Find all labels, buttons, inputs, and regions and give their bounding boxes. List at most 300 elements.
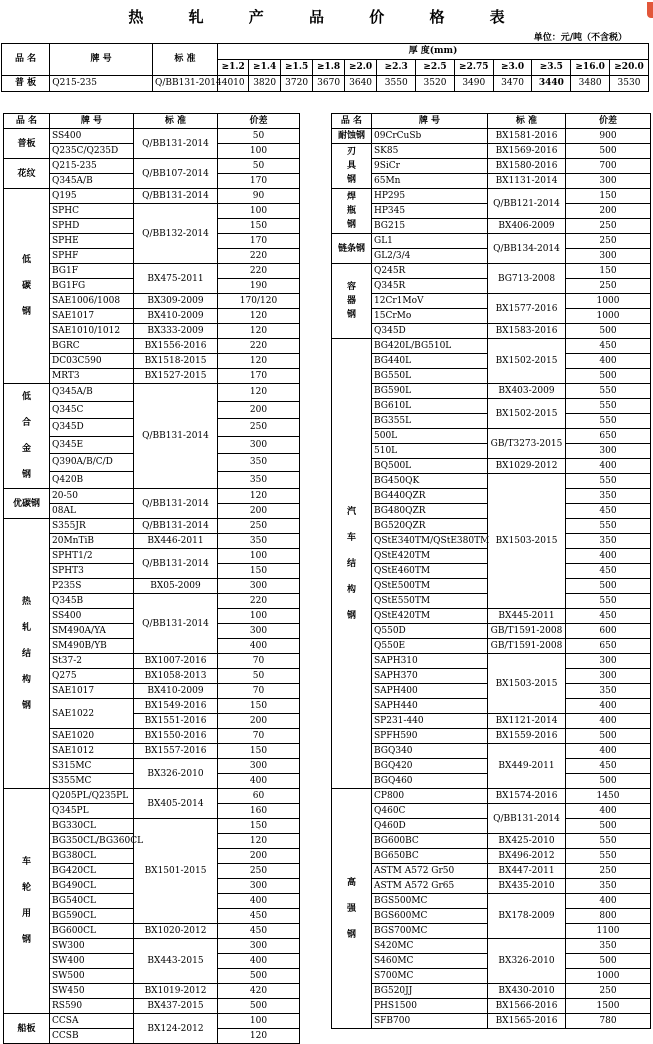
category-cell: 链条钢 — [332, 234, 372, 264]
top-header-std: 标 准 — [152, 44, 217, 76]
price-diff-cell: 300 — [566, 654, 651, 669]
category-cell: 耐蚀钢 — [332, 129, 372, 144]
grade-cell: GL1 — [372, 234, 488, 249]
category-cell — [4, 789, 50, 1014]
grade-cell: BG650BC — [372, 849, 488, 864]
standard-cell: Q/BB131-2014 — [134, 384, 218, 489]
standard-cell: BX1007-2016 — [134, 654, 218, 669]
category-label: 低碳钢 — [21, 255, 31, 317]
standard-cell: Q/BB134-2014 — [488, 234, 566, 264]
price-diff-cell: 150 — [218, 819, 300, 834]
price-diff-cell: 400 — [566, 699, 651, 714]
grade-cell: BG1FG — [50, 279, 134, 294]
grade-cell: CCSA — [50, 1014, 134, 1029]
price-diff-cell: 220 — [218, 339, 300, 354]
standard-cell: BX1565-2016 — [488, 1014, 566, 1029]
standard-cell: BX326-2010 — [488, 939, 566, 984]
base-price-cell: 3440 — [532, 76, 571, 92]
page-title: 热 轧 产 品 价 格 表 — [128, 8, 525, 26]
standard-cell: Q/BB131-2014 — [134, 594, 218, 654]
standard-cell: BX1503-2015 — [488, 654, 566, 714]
price-diff-cell: 550 — [566, 834, 651, 849]
grade-cell: 65Mn — [372, 174, 488, 189]
grade-cell: BG350CL/BG360CL — [50, 834, 134, 849]
grade-cell: BG420CL — [50, 864, 134, 879]
price-diff-cell: 300 — [218, 624, 300, 639]
grade-cell: Q345PL — [50, 804, 134, 819]
price-diff-cell: 400 — [218, 774, 300, 789]
grade-cell: S420MC — [372, 939, 488, 954]
price-diff-cell: 100 — [218, 609, 300, 624]
price-diff-cell: 100 — [218, 1014, 300, 1029]
price-diff-cell: 150 — [218, 699, 300, 714]
grade-cell: BG600CL — [50, 924, 134, 939]
grade-cell: Q345A/B — [50, 174, 134, 189]
price-diff-cell: 450 — [218, 909, 300, 924]
price-diff-cell: 120 — [218, 489, 300, 504]
grade-cell: SAPH370 — [372, 669, 488, 684]
category-cell — [332, 789, 372, 1029]
price-diff-cell: 300 — [566, 249, 651, 264]
price-diff-cell: 500 — [218, 969, 300, 984]
list-header: 品 名 — [4, 114, 50, 129]
price-diff-cell: 100 — [218, 144, 300, 159]
standard-cell: BX425-2010 — [488, 834, 566, 849]
price-diff-cell: 300 — [218, 436, 300, 454]
price-diff-cell: 550 — [566, 414, 651, 429]
price-diff-cell: 60 — [218, 789, 300, 804]
price-diff-cell: 250 — [566, 234, 651, 249]
grade-cell: Q420B — [50, 471, 134, 489]
standard-cell: GB/T1591-2008 — [488, 624, 566, 639]
standard-cell: Q/BB131-2014 — [134, 549, 218, 579]
grade-cell: SW450 — [50, 984, 134, 999]
price-diff-cell: 400 — [218, 954, 300, 969]
standard-cell: BX1131-2014 — [488, 174, 566, 189]
base-price-cell: 3720 — [280, 76, 313, 92]
price-diff-cell: 600 — [566, 624, 651, 639]
base-price-table — [1, 43, 649, 92]
base-price-cell: 3520 — [416, 76, 455, 92]
price-diff-cell: 200 — [218, 401, 300, 419]
price-diff-cell: 500 — [566, 729, 651, 744]
grade-cell: SPHF — [50, 249, 134, 264]
grade-cell: SP231-440 — [372, 714, 488, 729]
thickness-col: ≥20.0 — [610, 60, 649, 76]
price-diff-cell: 1000 — [566, 309, 651, 324]
grade-cell: Q345D — [372, 324, 488, 339]
standard-cell: BX1518-2015 — [134, 354, 218, 369]
price-diff-cell: 350 — [566, 879, 651, 894]
right-price-table — [331, 113, 651, 1029]
grade-cell: PHS1500 — [372, 999, 488, 1014]
price-diff-cell: 300 — [218, 759, 300, 774]
category-label: 车轮用钢 — [21, 857, 31, 945]
category-label: 刃具钢 — [346, 147, 356, 185]
standard-cell: BX1581-2016 — [488, 129, 566, 144]
price-diff-cell: 800 — [566, 909, 651, 924]
grade-cell: SAPH310 — [372, 654, 488, 669]
base-price-cell: 3820 — [249, 76, 280, 92]
price-diff-cell: 100 — [218, 549, 300, 564]
grade-cell: BG600BC — [372, 834, 488, 849]
price-diff-cell: 400 — [566, 714, 651, 729]
price-diff-cell: 300 — [566, 444, 651, 459]
standard-cell: Q/BB131-2014 — [488, 804, 566, 834]
grade-cell: QStE460TM — [372, 564, 488, 579]
price-diff-cell: 120 — [218, 384, 300, 402]
grade-cell: BGS600MC — [372, 909, 488, 924]
standard-cell: Q/BB131-2014 — [134, 519, 218, 534]
standard-cell: BX475-2011 — [134, 264, 218, 294]
standard-cell: GB/T3273-2015 — [488, 429, 566, 459]
grade-cell: BG610L — [372, 399, 488, 414]
category-cell — [4, 384, 50, 489]
grade-cell: 20-50 — [50, 489, 134, 504]
price-diff-cell: 500 — [566, 819, 651, 834]
price-diff-cell: 200 — [218, 714, 300, 729]
price-diff-cell: 400 — [566, 894, 651, 909]
price-diff-cell: 420 — [218, 984, 300, 999]
thickness-col: ≥3.0 — [493, 60, 532, 76]
grade-cell: BGRC — [50, 339, 134, 354]
price-diff-cell: 250 — [218, 519, 300, 534]
standard-cell: BG713-2008 — [488, 264, 566, 294]
grade-cell: BG330CL — [50, 819, 134, 834]
top-row-std: Q/BB131-2014 — [152, 76, 217, 92]
unit-label: 单位：元/吨（不含税） — [533, 33, 627, 43]
grade-cell: SAE1010/1012 — [50, 324, 134, 339]
standard-cell: BX1121-2014 — [488, 714, 566, 729]
standard-cell: BX446-2011 — [134, 534, 218, 549]
category-cell — [4, 189, 50, 384]
standard-cell: BX1556-2016 — [134, 339, 218, 354]
thickness-col: ≥1.5 — [280, 60, 313, 76]
category-cell: 优碳钢 — [4, 489, 50, 519]
price-diff-cell: 120 — [218, 309, 300, 324]
category-cell — [4, 519, 50, 789]
price-diff-cell: 50 — [218, 159, 300, 174]
category-cell — [332, 144, 372, 189]
thickness-col: ≥2.5 — [416, 60, 455, 76]
price-diff-cell: 170 — [218, 234, 300, 249]
price-diff-cell: 300 — [218, 579, 300, 594]
standard-cell: BX447-2011 — [488, 864, 566, 879]
grade-cell: BG440L — [372, 354, 488, 369]
price-diff-cell: 400 — [566, 744, 651, 759]
grade-cell: SPHD — [50, 219, 134, 234]
standard-cell: BX443-2015 — [134, 939, 218, 984]
category-label: 容器钢 — [346, 282, 356, 320]
top-row-grade: Q215-235 — [50, 76, 153, 92]
standard-cell: BX496-2012 — [488, 849, 566, 864]
standard-cell: BX406-2009 — [488, 219, 566, 234]
grade-cell: HP295 — [372, 189, 488, 204]
grade-cell: SW300 — [50, 939, 134, 954]
grade-cell: Q275 — [50, 669, 134, 684]
price-diff-cell: 500 — [218, 999, 300, 1014]
grade-cell: SAE1022 — [50, 699, 134, 729]
price-diff-cell: 650 — [566, 429, 651, 444]
price-diff-cell: 100 — [218, 204, 300, 219]
standard-cell: BX1569-2016 — [488, 144, 566, 159]
grade-cell: BG520JJ — [372, 984, 488, 999]
list-header: 标 准 — [134, 114, 218, 129]
price-diff-cell: 170 — [218, 174, 300, 189]
price-diff-cell: 220 — [218, 249, 300, 264]
grade-cell: RS590 — [50, 999, 134, 1014]
grade-cell: SPHE — [50, 234, 134, 249]
category-cell — [332, 189, 372, 234]
grade-cell: BG380CL — [50, 849, 134, 864]
price-diff-cell: 120 — [218, 354, 300, 369]
top-header-grade: 牌 号 — [50, 44, 153, 76]
standard-cell: BX1557-2016 — [134, 744, 218, 759]
grade-cell: P235S — [50, 579, 134, 594]
category-cell — [332, 264, 372, 339]
grade-cell: GL2/3/4 — [372, 249, 488, 264]
list-header: 标 准 — [488, 114, 566, 129]
grade-cell: SAE1017 — [50, 684, 134, 699]
base-price-cell: 3470 — [493, 76, 532, 92]
grade-cell: MRT3 — [50, 369, 134, 384]
base-price-cell: 3670 — [313, 76, 344, 92]
price-diff-cell: 200 — [566, 204, 651, 219]
price-diff-cell: 190 — [218, 279, 300, 294]
standard-cell: BX1058-2013 — [134, 669, 218, 684]
grade-cell: St37-2 — [50, 654, 134, 669]
grade-cell: BG480QZR — [372, 504, 488, 519]
price-diff-cell: 450 — [566, 339, 651, 354]
price-diff-cell: 500 — [566, 369, 651, 384]
category-cell — [332, 339, 372, 789]
standard-cell: BX05-2009 — [134, 579, 218, 594]
price-diff-cell: 450 — [566, 564, 651, 579]
grade-cell: S460MC — [372, 954, 488, 969]
base-price-cell: 3530 — [610, 76, 649, 92]
grade-cell: DC03C590 — [50, 354, 134, 369]
thickness-col: ≥2.0 — [344, 60, 377, 76]
price-diff-cell: 450 — [566, 609, 651, 624]
category-label: 高强钢 — [346, 877, 356, 940]
grade-cell: BGQ340 — [372, 744, 488, 759]
standard-cell: BX1577-2016 — [488, 294, 566, 324]
grade-cell: BG540CL — [50, 894, 134, 909]
price-diff-cell: 500 — [566, 579, 651, 594]
base-price-cell: 3640 — [344, 76, 377, 92]
category-cell: 船板 — [4, 1014, 50, 1044]
category-cell: 普板 — [4, 129, 50, 159]
base-price-cell: 3480 — [571, 76, 610, 92]
price-diff-cell: 400 — [566, 459, 651, 474]
price-diff-cell: 120 — [218, 834, 300, 849]
list-header: 价差 — [566, 114, 651, 129]
price-diff-cell: 350 — [566, 489, 651, 504]
price-diff-cell: 350 — [218, 534, 300, 549]
thickness-col: ≥1.8 — [313, 60, 344, 76]
grade-cell: Q345R — [372, 279, 488, 294]
grade-cell: BG490CL — [50, 879, 134, 894]
price-diff-cell: 400 — [218, 639, 300, 654]
grade-cell: S315MC — [50, 759, 134, 774]
thickness-header: 厚 度(mm) — [217, 44, 648, 60]
price-diff-cell: 900 — [566, 129, 651, 144]
standard-cell: BX178-2009 — [488, 894, 566, 939]
grade-cell: SAE1006/1008 — [50, 294, 134, 309]
thickness-col: ≥3.5 — [532, 60, 571, 76]
grade-cell: Q345A/B — [50, 384, 134, 402]
grade-cell: QStE420TM — [372, 609, 488, 624]
price-diff-cell: 400 — [566, 804, 651, 819]
price-diff-cell: 150 — [218, 564, 300, 579]
price-diff-cell: 120 — [218, 324, 300, 339]
standard-cell: BX333-2009 — [134, 324, 218, 339]
grade-cell: SPHT3 — [50, 564, 134, 579]
grade-cell: BQ500L — [372, 459, 488, 474]
price-diff-cell: 150 — [218, 219, 300, 234]
grade-cell: SS400 — [50, 129, 134, 144]
price-diff-cell: 650 — [566, 639, 651, 654]
standard-cell: BX1020-2012 — [134, 924, 218, 939]
price-diff-cell: 550 — [566, 399, 651, 414]
price-diff-cell: 250 — [566, 219, 651, 234]
grade-cell: QStE420TM — [372, 549, 488, 564]
standard-cell: BX445-2011 — [488, 609, 566, 624]
category-label: 汽车结构钢 — [346, 506, 356, 621]
standard-cell: BX1549-2016 — [134, 699, 218, 714]
standard-cell: BX1029-2012 — [488, 459, 566, 474]
grade-cell: SPHC — [50, 204, 134, 219]
standard-cell: BX309-2009 — [134, 294, 218, 309]
grade-cell: QStE550TM — [372, 594, 488, 609]
grade-cell: SAPH440 — [372, 699, 488, 714]
price-diff-cell: 350 — [218, 454, 300, 472]
grade-cell: SW500 — [50, 969, 134, 984]
price-diff-cell: 550 — [566, 384, 651, 399]
grade-cell: 20MnTiB — [50, 534, 134, 549]
price-diff-cell: 500 — [566, 144, 651, 159]
standard-cell: Q/BB131-2014 — [134, 189, 218, 204]
price-diff-cell: 200 — [218, 849, 300, 864]
price-diff-cell: 200 — [218, 504, 300, 519]
grade-cell: BGQ460 — [372, 774, 488, 789]
grade-cell: SFB700 — [372, 1014, 488, 1029]
price-diff-cell: 1000 — [566, 969, 651, 984]
grade-cell: QStE340TM/QStE380TM — [372, 534, 488, 549]
price-diff-cell: 550 — [566, 594, 651, 609]
grade-cell: Q205PL/Q235PL — [50, 789, 134, 804]
base-price-cell: 3550 — [377, 76, 416, 92]
standard-cell: BX1502-2015 — [488, 339, 566, 384]
price-diff-cell: 50 — [218, 129, 300, 144]
price-diff-cell: 250 — [218, 864, 300, 879]
category-cell: 花纹 — [4, 159, 50, 189]
price-diff-cell: 1000 — [566, 294, 651, 309]
price-diff-cell: 150 — [566, 189, 651, 204]
list-header: 价差 — [218, 114, 300, 129]
grade-cell: 08AL — [50, 504, 134, 519]
grade-cell: BG420L/BG510L — [372, 339, 488, 354]
grade-cell: Q345D — [50, 419, 134, 437]
list-header: 品 名 — [332, 114, 372, 129]
thickness-col: ≥2.75 — [454, 60, 493, 76]
grade-cell: BG550L — [372, 369, 488, 384]
grade-cell: Q195 — [50, 189, 134, 204]
standard-cell: BX405-2014 — [134, 789, 218, 819]
grade-cell: Q345B — [50, 594, 134, 609]
base-price-cell: 3490 — [454, 76, 493, 92]
grade-cell: QStE500TM — [372, 579, 488, 594]
grade-cell: SAPH400 — [372, 684, 488, 699]
grade-cell: Q345E — [50, 436, 134, 454]
price-diff-cell: 550 — [566, 474, 651, 489]
price-diff-cell: 150 — [566, 264, 651, 279]
price-diff-cell: 120 — [218, 1029, 300, 1044]
price-diff-cell: 700 — [566, 159, 651, 174]
grade-cell: CP800 — [372, 789, 488, 804]
price-diff-cell: 70 — [218, 729, 300, 744]
standard-cell: BX124-2012 — [134, 1014, 218, 1044]
grade-cell: Q390A/B/C/D — [50, 454, 134, 472]
standard-cell: BX326-2010 — [134, 759, 218, 789]
grade-cell: 12Cr1MoV — [372, 294, 488, 309]
price-diff-cell: 220 — [218, 264, 300, 279]
grade-cell: 09CrCuSb — [372, 129, 488, 144]
standard-cell: BX1574-2016 — [488, 789, 566, 804]
grade-cell: 15CrMo — [372, 309, 488, 324]
price-diff-cell: 300 — [566, 669, 651, 684]
grade-cell: BG450QK — [372, 474, 488, 489]
grade-cell: BGS700MC — [372, 924, 488, 939]
thickness-col: ≥1.4 — [249, 60, 280, 76]
grade-cell: Q245R — [372, 264, 488, 279]
price-diff-cell: 70 — [218, 654, 300, 669]
standard-cell: BX1559-2016 — [488, 729, 566, 744]
standard-cell: Q/BB131-2014 — [134, 489, 218, 519]
price-diff-cell: 550 — [566, 519, 651, 534]
grade-cell: SW400 — [50, 954, 134, 969]
grade-cell: HP345 — [372, 204, 488, 219]
price-diff-cell: 300 — [566, 174, 651, 189]
standard-cell: BX1580-2016 — [488, 159, 566, 174]
grade-cell: Q550E — [372, 639, 488, 654]
price-diff-cell: 50 — [218, 669, 300, 684]
grade-cell: BG355L — [372, 414, 488, 429]
grade-cell: BG215 — [372, 219, 488, 234]
price-diff-cell: 70 — [218, 684, 300, 699]
list-header: 牌 号 — [372, 114, 488, 129]
standard-cell: BX437-2015 — [134, 999, 218, 1014]
grade-cell: ASTM A572 Gr65 — [372, 879, 488, 894]
standard-cell: Q/BB131-2014 — [134, 129, 218, 159]
price-diff-cell: 90 — [218, 189, 300, 204]
standard-cell: Q/BB132-2014 — [134, 204, 218, 264]
standard-cell: Q/BB121-2014 — [488, 189, 566, 219]
grade-cell: Q460D — [372, 819, 488, 834]
category-label: 低合金钢 — [21, 392, 31, 480]
grade-cell: ASTM A572 Gr50 — [372, 864, 488, 879]
standard-cell: BX410-2009 — [134, 684, 218, 699]
grade-cell: SK85 — [372, 144, 488, 159]
grade-cell: Q215-235 — [50, 159, 134, 174]
standard-cell: BX1527-2015 — [134, 369, 218, 384]
standard-cell: BX449-2011 — [488, 744, 566, 789]
grade-cell: 9SiCr — [372, 159, 488, 174]
category-label: 热轧结构钢 — [21, 596, 31, 711]
price-diff-cell: 250 — [566, 279, 651, 294]
price-diff-cell: 350 — [566, 534, 651, 549]
standard-cell: BX1501-2015 — [134, 819, 218, 924]
